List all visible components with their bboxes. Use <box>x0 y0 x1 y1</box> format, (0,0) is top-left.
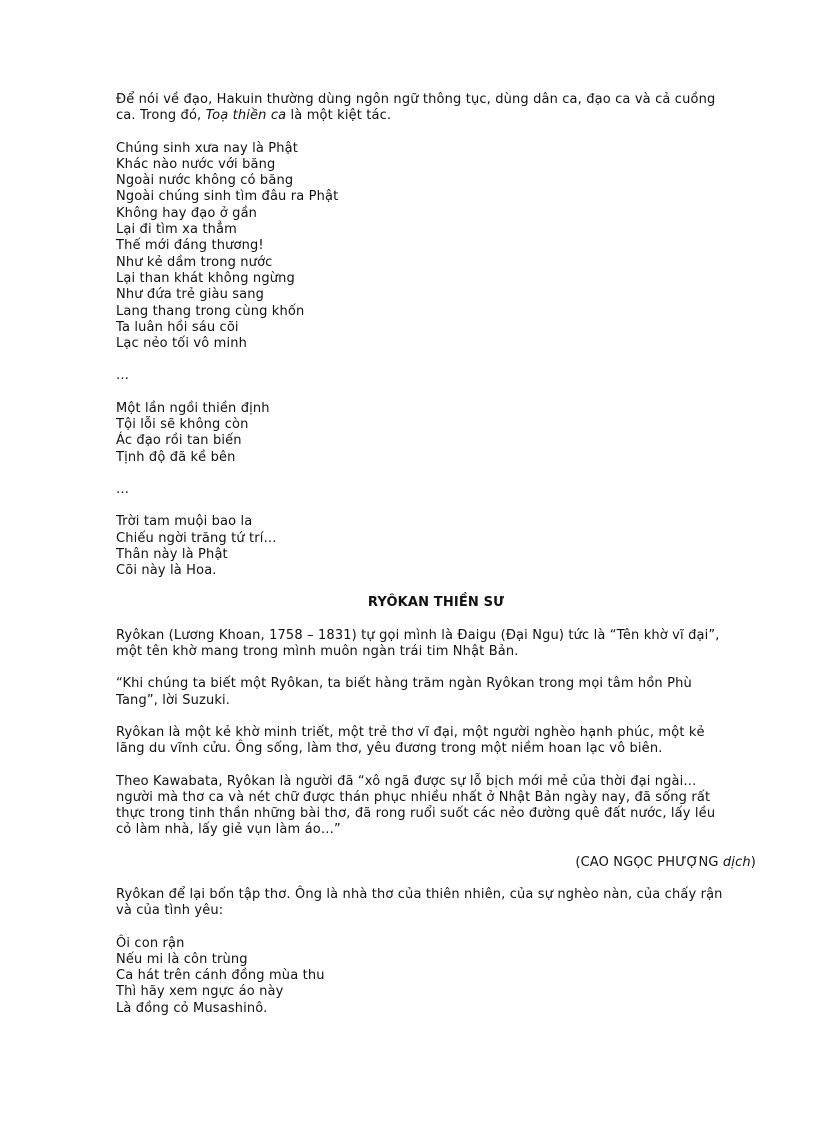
paragraph-line: Theo Kawabata, Ryôkan là người đã “xô ngã được sự lỗ bịch mới mẻ của thời đại ngài… <box>116 773 697 789</box>
poem-line: Ngoài chúng sinh tìm đâu ra Phật <box>116 189 339 205</box>
paragraph-line: lãng du vĩnh cửu. Ông sống, làm thơ, yêu đương trong một niềm hoan lạc vô biên. <box>116 741 663 757</box>
paragraph-line: “Khi chúng ta biết một Ryôkan, ta biết hàng trăm ngàn Ryôkan trong mọi tâm hồn Phù <box>116 676 692 692</box>
poem-line: Lại than khát không ngừng <box>116 270 295 286</box>
poem-line: Chiếu ngời trăng tứ trí… <box>116 530 277 546</box>
body-paragraph <box>116 774 756 839</box>
ellipsis: … <box>116 368 130 384</box>
poem-line: Ôi con rận <box>116 935 185 951</box>
body-paragraph <box>116 725 756 758</box>
poem-ryokan <box>116 936 756 1017</box>
poem-line: Tịnh độ đã kề bên <box>116 449 236 465</box>
paragraph-line: Ryôkan để lại bốn tập thơ. Ông là nhà thơ của thiên nhiên, của sự nghèo nàn, của chấy rận <box>116 886 723 902</box>
poem-line: Thì hãy xem ngực áo này <box>116 984 284 1000</box>
poem-hakuin-part3 <box>116 514 756 579</box>
intro-line: ca. Trong đó, <box>116 108 206 124</box>
poem-line: Cõi này là Hoa. <box>116 563 217 579</box>
poem-line: Một lần ngồi thiền định <box>116 400 270 416</box>
credit-role: dịch <box>722 854 751 870</box>
paragraph-line: một tên khờ mang trong mình muôn ngàn trái tim Nhật Bản. <box>116 644 519 660</box>
poem-line: Như đứa trẻ giàu sang <box>116 287 265 303</box>
intro-line: là một kiệt tác. <box>286 108 392 124</box>
paragraph-line: người mà thơ ca và nét chữ được thán phục nhiều nhất ở Nhật Bản ngày nay, đã sống rất <box>116 789 711 805</box>
body-paragraph <box>116 628 756 661</box>
poem-line: Như kẻ dầm trong nước <box>116 254 273 270</box>
poem-line: Là đồng cỏ Musashinô. <box>116 1000 268 1016</box>
poem-line: Không hay đạo ở gần <box>116 205 258 221</box>
paragraph-line: Ryôkan (Lương Khoan, 1758 – 1831) tự gọi mình là Đaigu (Đại Ngu) tức là “Tên khờ vĩ đại”, <box>116 627 720 643</box>
paragraph-line: Ryôkan là một kẻ khờ minh triết, một trẻ thơ vĩ đại, một người nghèo hạnh phúc, một kẻ <box>116 724 705 740</box>
paragraph-line: thực trong tinh thần những bài thơ, đã rong ruổi suốt các nẻo đường quê đất nước, lấy lều <box>116 806 716 822</box>
poem-line: Ngoài nước không có băng <box>116 173 294 189</box>
poem-line: Thân này là Phật <box>116 546 228 562</box>
poem-line: Thế mới đáng thương! <box>116 238 264 254</box>
poem-line: Ta luân hồi sáu cõi <box>116 319 239 335</box>
poem-hakuin-part2 <box>116 401 756 466</box>
poem-line: Chúng sinh xưa nay là Phật <box>116 140 298 156</box>
poem-line: Lại đi tìm xa thẳm <box>116 222 237 238</box>
ellipsis: … <box>116 481 130 497</box>
poem-line: Lang thang trong cùng khốn <box>116 303 305 319</box>
poem-hakuin-part1 <box>116 141 756 353</box>
poem-line: Lạc nẻo tối vô minh <box>116 336 247 352</box>
body-paragraph <box>116 887 756 920</box>
poem-line: Nếu mi là côn trùng <box>116 951 248 967</box>
section-heading: RYÔKAN THIỀN SƯ <box>367 595 505 611</box>
poem-line: Khác nào nước với băng <box>116 156 276 172</box>
credit-name: (CAO NGỌC PHƯỢNG <box>575 854 723 870</box>
poem-title-emphasis: Toạ thiền ca <box>205 108 287 124</box>
poem-line: Tội lỗi sẽ không còn <box>116 417 249 433</box>
intro-line: Để nói về đạo, Hakuin thường dùng ngôn ngữ thông tục, dùng dân ca, đạo ca và cả cuồng <box>116 92 716 107</box>
paragraph-line: cỏ làm nhà, lấy giẻ vụn làm áo…” <box>116 822 341 838</box>
credit-close: ) <box>750 854 756 870</box>
poem-line: Ác đạo rồi tan biến <box>116 433 242 449</box>
intro-paragraph <box>116 92 756 125</box>
translator-credit <box>116 855 756 871</box>
body-paragraph <box>116 676 756 709</box>
document-page <box>116 92 756 1017</box>
poem-line: Ca hát trên cánh đồng mùa thu <box>116 968 325 984</box>
poem-line: Trời tam muội bao la <box>116 514 253 530</box>
paragraph-line: và của tình yêu: <box>116 903 224 919</box>
paragraph-line: Tang”, lời Suzuki. <box>116 692 231 708</box>
